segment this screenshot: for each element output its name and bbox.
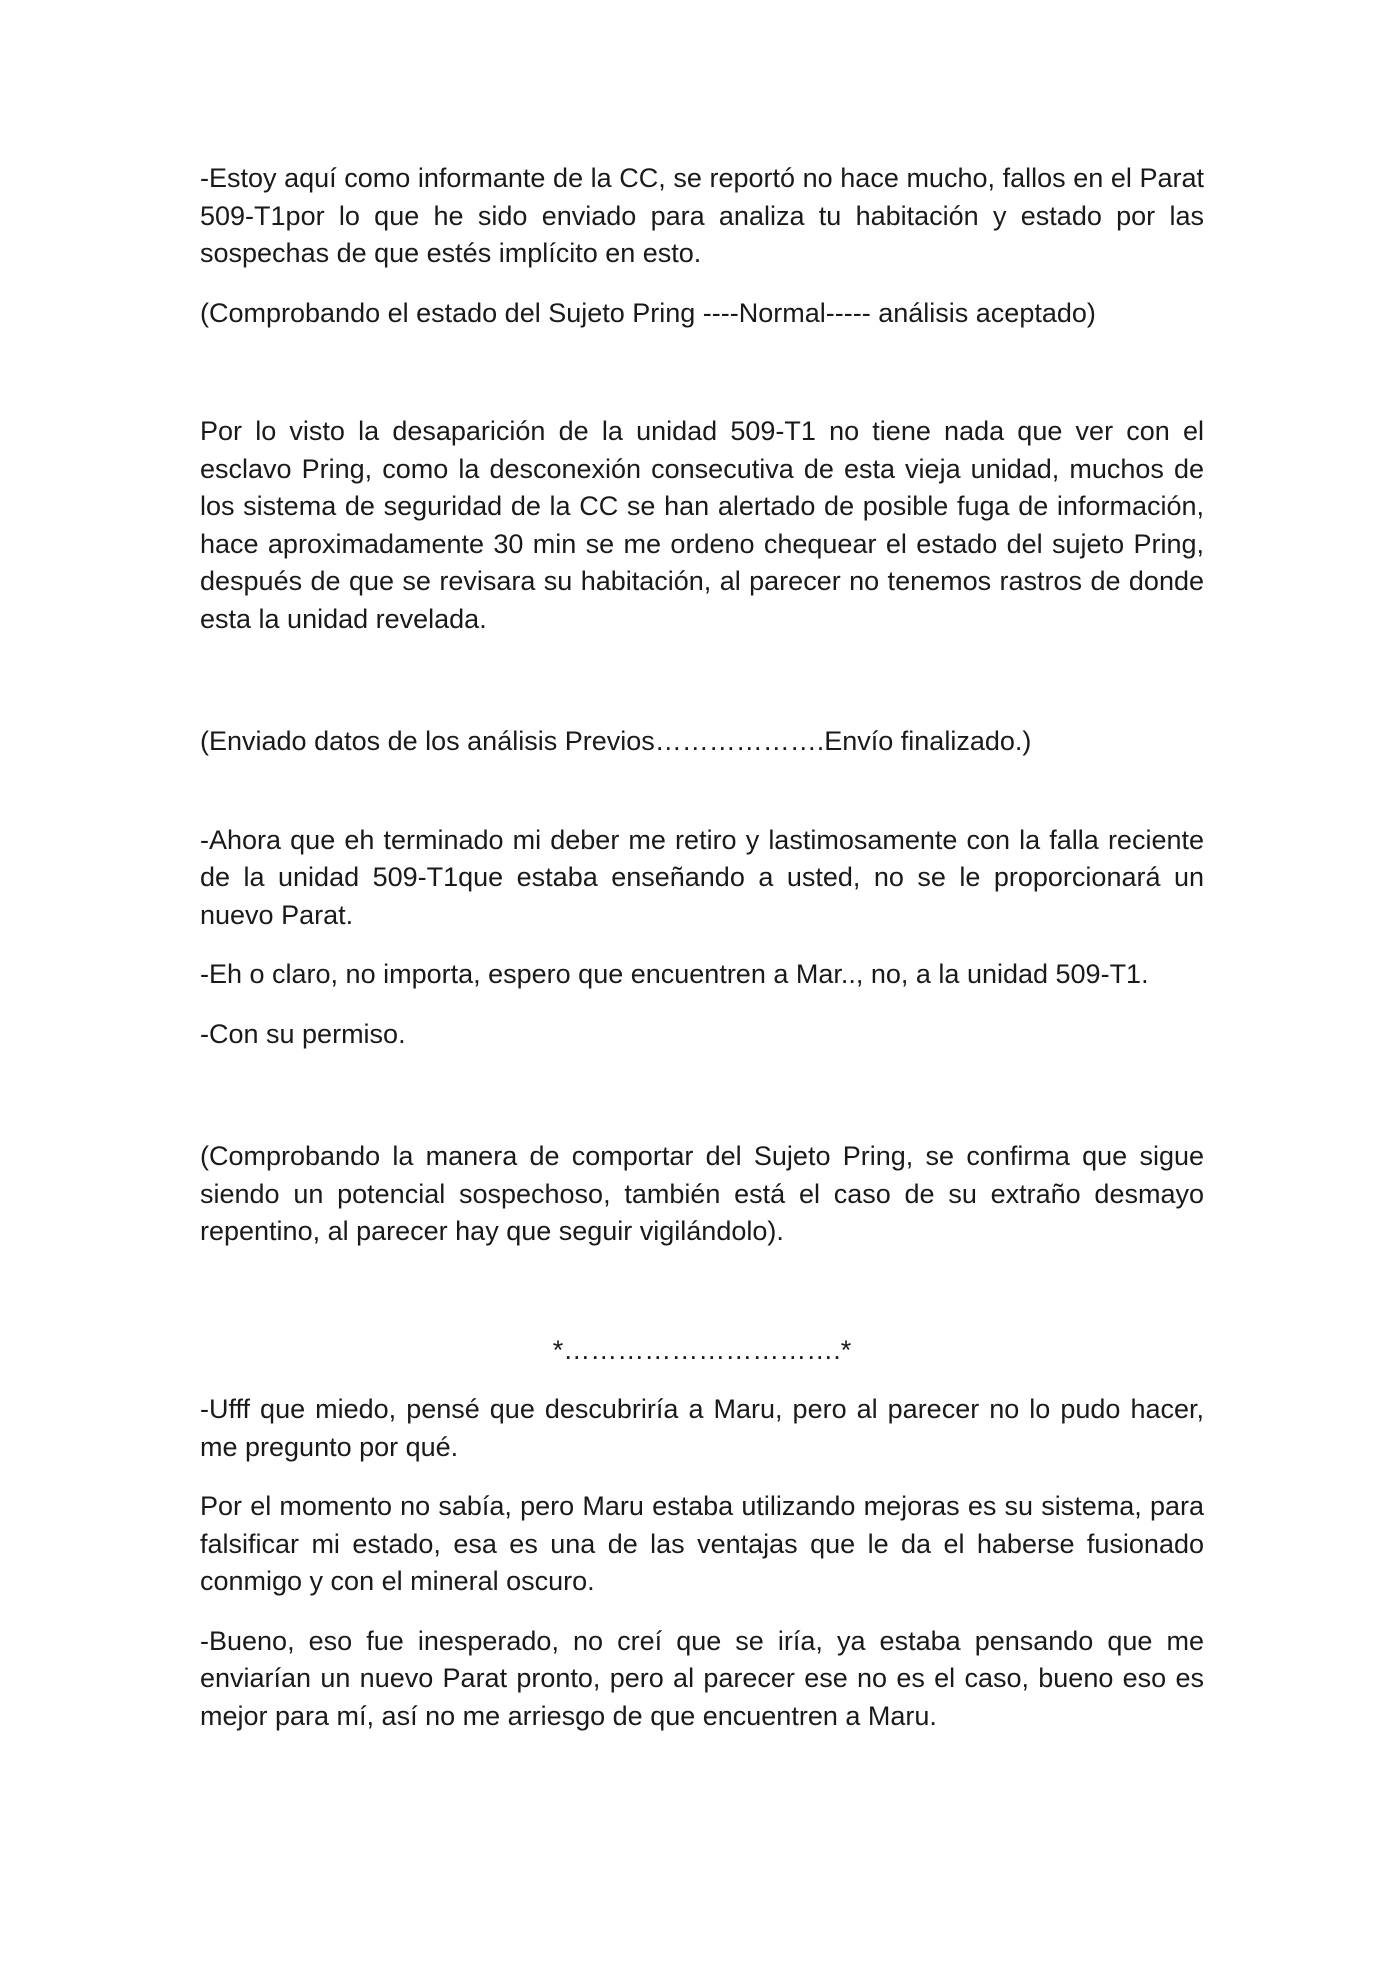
paragraph-closing: -Bueno, eso fue inesperado, no creí que se iría, ya estaba pensando que me enviarían un nuevo Parat pronto, pero al parecer ese no es el caso, bueno eso es mejor para mí, así no me arriesgo de que encuentren a Maru. xyxy=(200,1625,1204,1731)
paragraph-informant-intro: -Estoy aquí como informante de la CC, se reportó no hace mucho, fallos en el Parat 509-T1por lo que he sido enviado para analiza tu habitación y estado por las sospechas de que estés implícito en esto. xyxy=(200,163,1204,268)
document-body xyxy=(200,160,1204,1735)
paragraph-maru-explanation: Por el momento no sabía, pero Maru estaba utilizando mejoras es su sistema, para falsificar mi estado, esa es una de las ventajas que le da el haberse fusionado conmigo y con el mineral oscuro. xyxy=(200,1491,1204,1596)
paragraph-status-check: (Comprobando el estado del Sujeto Pring ----Normal----- análisis aceptado) xyxy=(200,297,1096,328)
paragraph-data-sent: (Enviado datos de los análisis Previos……………….Envío finalizado.) xyxy=(200,726,1032,756)
paragraph-disappearance-report: Por lo visto la desaparición de la unidad 509-T1 no tiene nada que ver con el esclavo Pring, como la desconexión consecutiva de esta vieja unidad, muchos de los sistema de seguridad de la CC se han alertado de posible fuga de información, hace aproximadamente 30 min se me ordeno chequear el estado del sujeto Pring, después de que se revisara su habitación, al parecer no tenemos rastros de donde esta la unidad revelada. xyxy=(200,416,1204,634)
paragraph-informant-leaving: -Ahora que eh terminado mi deber me retiro y lastimosamente con la falla reciente de la unidad 509-T1que estaba enseñando a usted, no se le proporcionará un nuevo Parat. xyxy=(200,824,1204,930)
paragraph-farewell: -Con su permiso. xyxy=(200,1018,406,1049)
paragraph-reply: -Eh o claro, no importa, espero que encuentren a Mar.., no, a la unidad 509-T1. xyxy=(200,959,1149,989)
paragraph-behavior-check: (Comprobando la manera de comportar del Sujeto Pring, se confirma que sigue siendo un potencial sospechoso, también está el caso de su extraño desmayo repentino, al parecer hay que seguir vigilándolo). xyxy=(200,1141,1204,1246)
scene-separator: *………………………….* xyxy=(552,1334,852,1365)
paragraph-relief: -Ufff que miedo, pensé que descubriría a Maru, pero al parecer no lo pudo hacer, me pregunto por qué. xyxy=(200,1394,1204,1462)
